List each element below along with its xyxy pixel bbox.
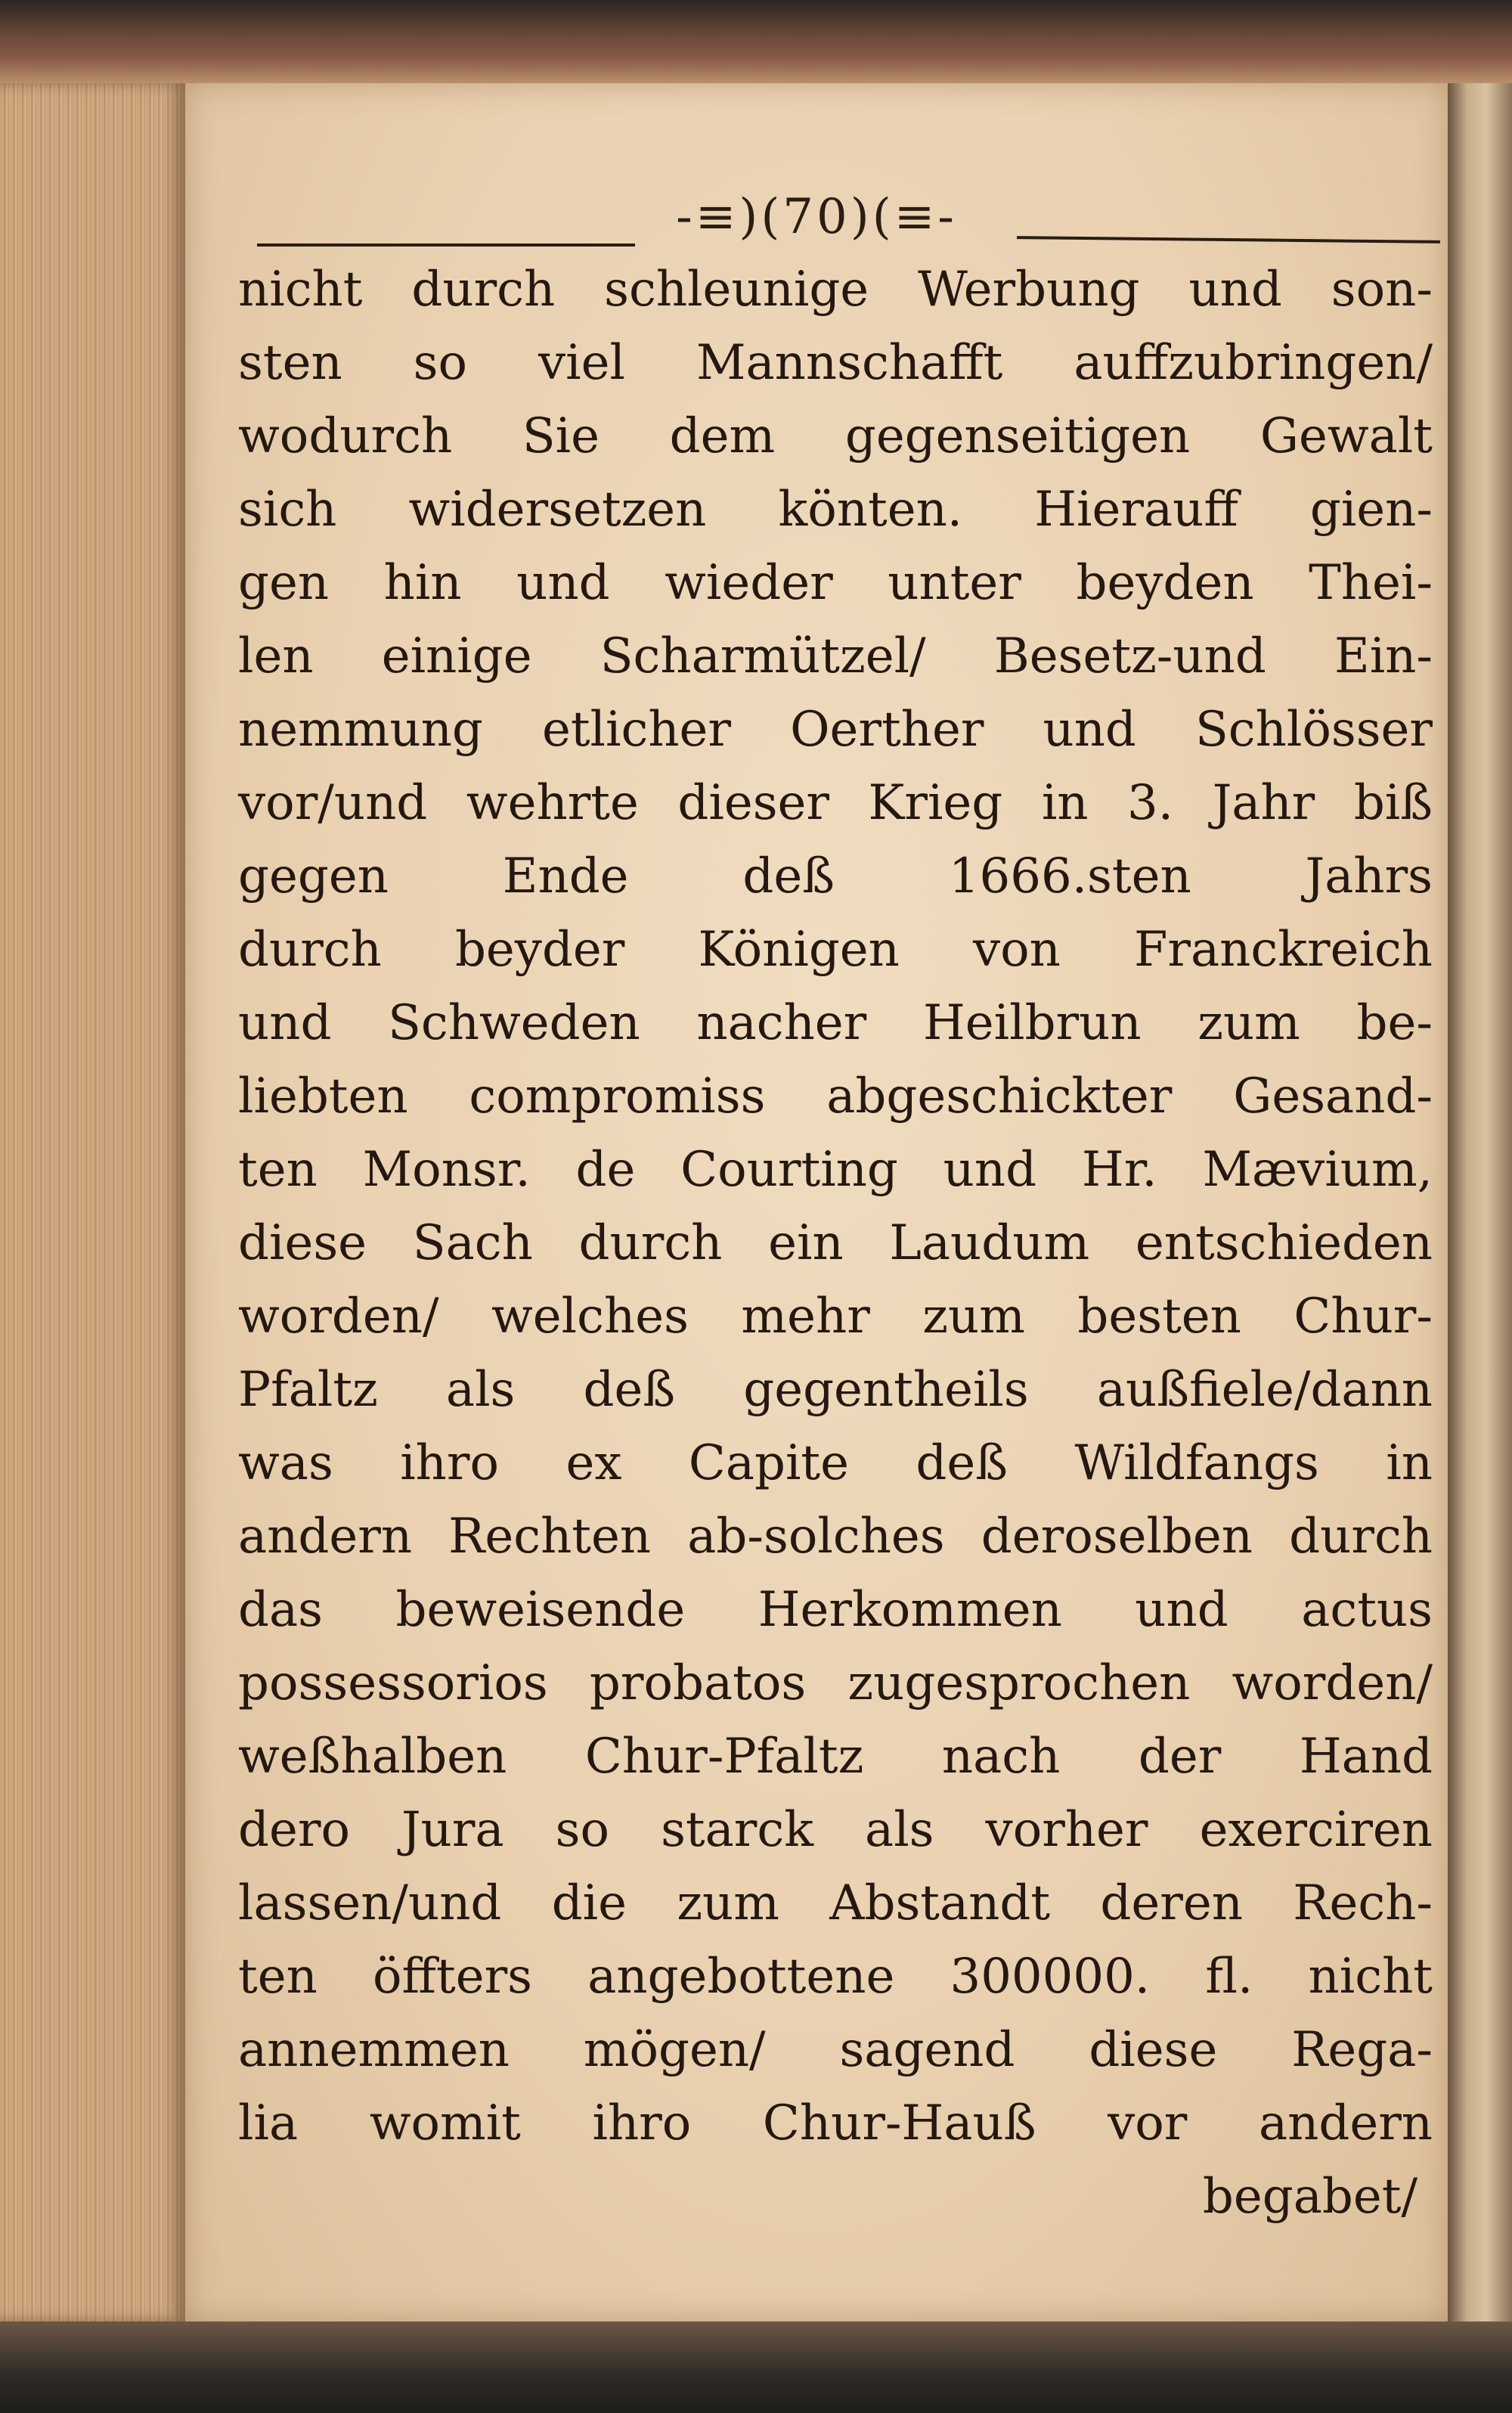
text-line: und Schweden nacher Heilbrun zum be- <box>238 995 1433 1051</box>
text-line: lia womit ihro Chur-Hauß vor andern <box>238 2095 1433 2151</box>
text-line: annemmen mögen/ sagend diese Rega- <box>238 2022 1433 2078</box>
stacked-page-edges <box>0 83 185 2322</box>
text-line: diese Sach durch ein Laudum entschieden <box>238 1215 1433 1271</box>
text-line: possessorios probatos zugesprochen worden/ <box>238 1655 1433 1711</box>
text-line: gegen Ende deß 1666.sten Jahrs <box>238 848 1433 904</box>
text-line: ten öffters angebottene 300000. fl. nicht <box>238 1949 1433 2005</box>
page-number: -≡)(70)(≡- <box>676 189 957 245</box>
body-text <box>238 253 1433 2234</box>
text-line: Pfaltz als deß gegentheils außfiele/dann <box>238 1362 1433 1418</box>
book-page <box>185 83 1448 2322</box>
book-top-edge <box>0 0 1512 83</box>
text-line: das beweisende Herkommen und actus <box>238 1582 1433 1638</box>
text-line: nicht durch schleunige Werbung und son- <box>238 262 1433 318</box>
text-line: nemmung etlicher Oerther und Schlösser <box>238 702 1433 758</box>
text-line-last: begabet/ <box>1202 2169 1418 2225</box>
text-line: weßhalben Chur-Pfaltz nach der Hand <box>238 1729 1433 1785</box>
text-line: dero Jura so starck als vorher exerciren <box>238 1802 1433 1858</box>
text-line: wodurch Sie dem gegenseitigen Gewalt <box>238 408 1433 464</box>
text-line: worden/ welches mehr zum besten Chur- <box>238 1289 1433 1345</box>
text-line: vor/und wehrte dieser Krieg in 3. Jahr biß <box>238 775 1433 831</box>
text-line: len einige Scharmützel/ Besetz-und Ein- <box>238 628 1433 684</box>
text-line: lassen/und die zum Abstandt deren Rech- <box>238 1875 1433 1931</box>
text-line: was ihro ex Capite deß Wildfangs in <box>238 1435 1433 1491</box>
text-line: ten Monsr. de Courting und Hr. Mævium, <box>238 1142 1433 1198</box>
book-right-edge <box>1448 83 1512 2322</box>
book-bottom-edge <box>0 2322 1512 2413</box>
text-line: durch beyder Königen von Franckreich <box>238 922 1433 978</box>
text-line: liebten compromiss abgeschickter Gesand- <box>238 1068 1433 1124</box>
text-line: sich widersetzen könten. Hierauff gien- <box>238 482 1433 538</box>
text-line: andern Rechten ab-solches deroselben durch <box>238 1509 1433 1565</box>
text-line: sten so viel Mannschafft auffzubringen/ <box>238 335 1433 391</box>
text-line: gen hin und wieder unter beyden Thei- <box>238 555 1433 611</box>
